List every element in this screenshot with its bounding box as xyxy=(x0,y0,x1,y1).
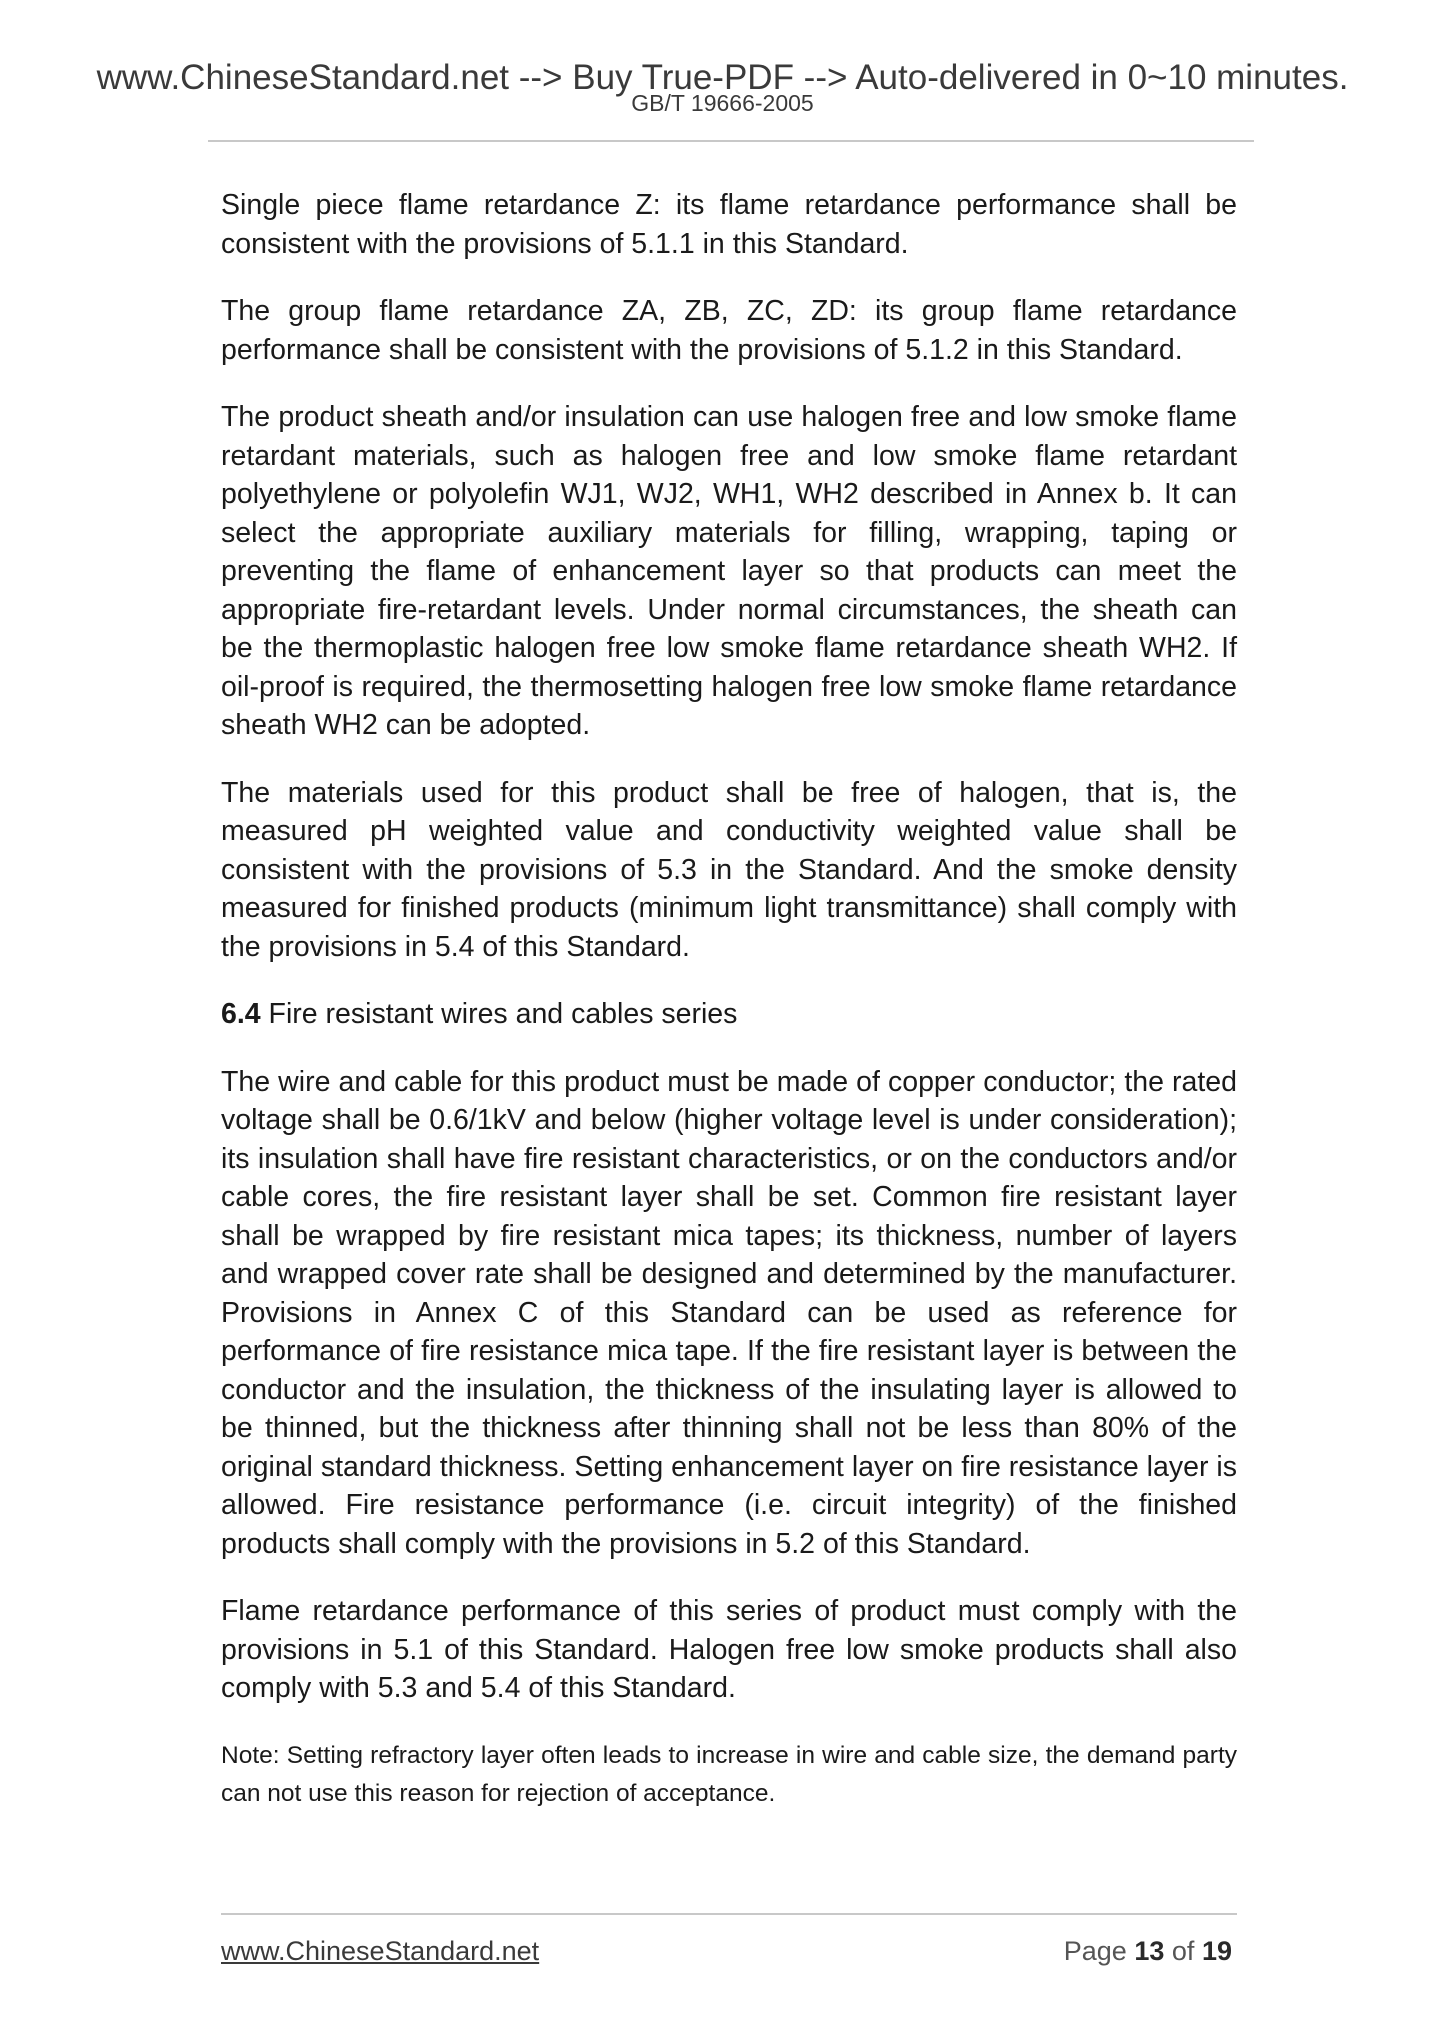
page-word: Page xyxy=(1063,1936,1127,1966)
standard-code: GB/T 19666-2005 xyxy=(631,90,814,116)
clause-heading xyxy=(221,995,1237,1034)
page-indicator xyxy=(1064,1934,1232,1968)
note-paragraph: Note: Setting refractory layer often leads to increase in wire and cable size, the demand party can not use this reason for rejection of acceptance. xyxy=(221,1741,1237,1807)
clause-number: 6.4 xyxy=(221,998,261,1030)
paragraph-sheath-insulation-materials: The product sheath and/or insulation can use halogen free and low smoke flame retardant materials, such as halogen free and low smoke flame retardant polyethylene or polyolefin WJ1, WJ2, WH1, WH2 described in Annex b. It can select the appropriate auxiliary materials for filling, wrapping, taping or preventing the flame of enhancement layer so that products can meet the appropriate fire-retardant levels. Under normal circumstances, the sheath can be the thermoplastic halogen free low smoke flame retardance sheath WH2. If oil-proof is required, the thermosetting halogen free low smoke flame retardance sheath WH2 can be adopted. xyxy=(221,401,1237,741)
header-banner: www.ChineseStandard.net --> Buy True-PDF --> Auto-delivered in 0~10 minutes. xyxy=(96,58,1349,97)
header-divider xyxy=(208,140,1254,142)
paragraph-halogen-free-requirements: The materials used for this product shall be free of halogen, that is, the measured pH weighted value and conductivity weighted value shall be consistent with the provisions of 5.3 in the Standard. And the smoke density measured for finished products (minimum light transmittance) shall comply with the provisions in 5.4 of this Standard. xyxy=(221,776,1237,963)
footer-divider xyxy=(221,1913,1237,1915)
document-body xyxy=(221,186,1237,1842)
footer-site-link[interactable]: www.ChineseStandard.net xyxy=(221,1936,540,1966)
paragraph-single-piece-flame-retardance: Single piece flame retardance Z: its flame retardance performance shall be consistent with the provisions of 5.1.1 in this Standard. xyxy=(221,189,1237,260)
page-of-word: of xyxy=(1171,1936,1195,1966)
paragraph-fire-resistant-construction: The wire and cable for this product must be made of copper conductor; the rated voltage shall be 0.6/1kV and below (higher voltage level is under consideration); its insulation shall have fire resistant characteristics, or on the conductors and/or cable cores, the fire resistant layer shall be set. Common fire resistant layer shall be wrapped by fire resistant mica tapes; its thickness, number of layers and wrapped cover rate shall be designed and determined by the manufacturer. Provisions in Annex C of this Standard can be used as reference for performance of fire resistance mica tape. If the fire resistant layer is between the conductor and the insulation, the thickness of the insulating layer is allowed to be thinned, but the thickness after thinning shall not be less than 80% of the original standard thickness. Setting enhancement layer on fire resistance layer is allowed. Fire resistance performance (i.e. circuit integrity) of the finished products shall comply with the provisions in 5.2 of this Standard. xyxy=(221,1065,1237,1560)
paragraph-flame-retardance-compliance: Flame retardance performance of this series of product must comply with the provisions in 5.1 of this Standard. Halogen free low smoke products shall also comply with 5.3 and 5.4 of this Standard. xyxy=(221,1595,1237,1704)
clause-title: Fire resistant wires and cables series xyxy=(268,998,738,1030)
paragraph-group-flame-retardance: The group flame retardance ZA, ZB, ZC, ZD: its group flame retardance performance shall be consistent with the provisions of 5.1.2 in this Standard. xyxy=(221,295,1237,366)
page-total: 19 xyxy=(1201,1936,1232,1966)
page-current: 13 xyxy=(1134,1936,1165,1966)
